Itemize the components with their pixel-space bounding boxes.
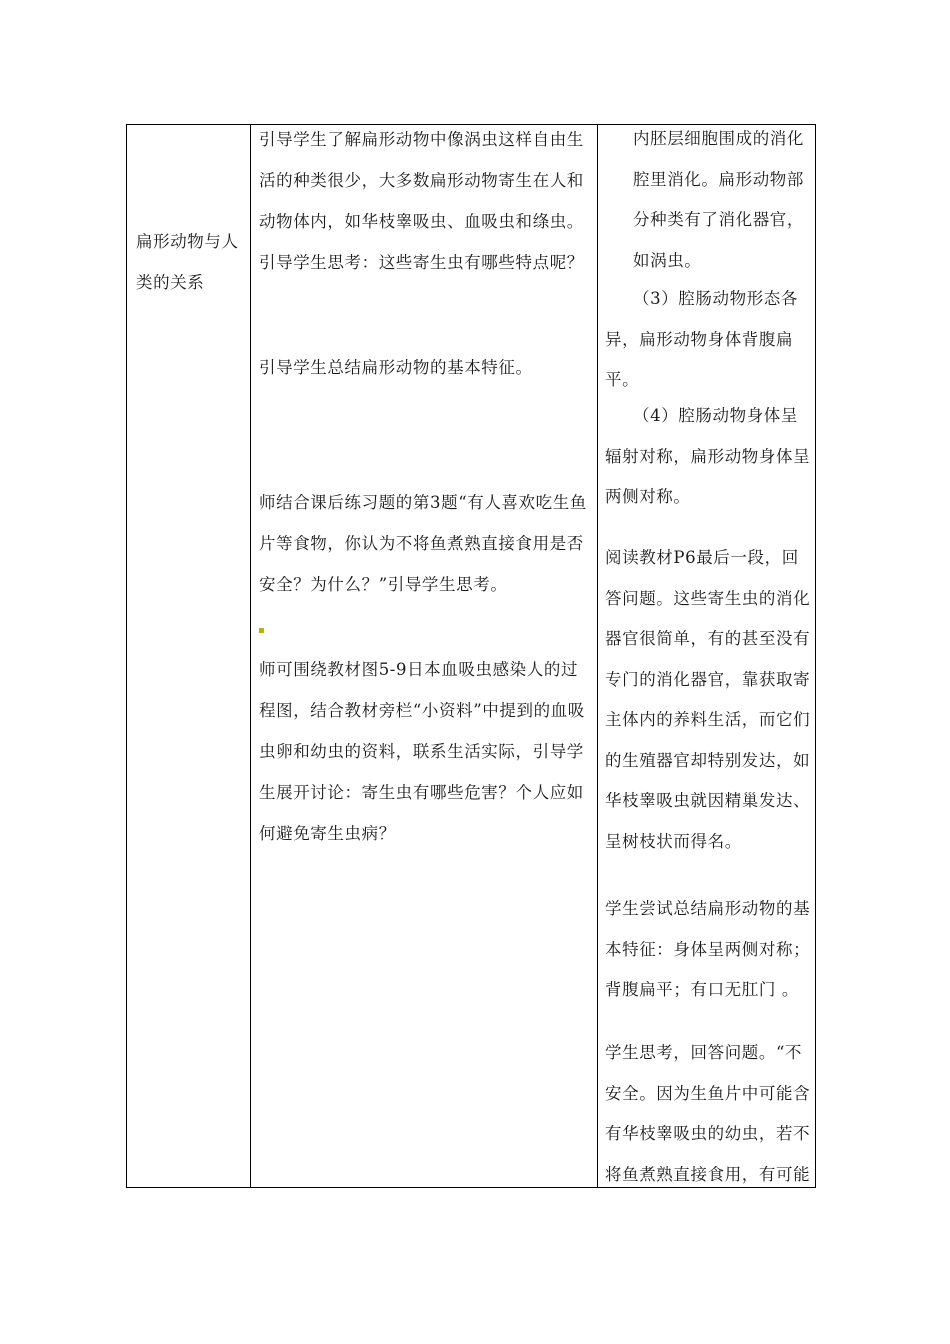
student-activity-paragraph-1: 内胚层细胞围成的消化腔里消化。扁形动物部分种类有了消化器官，如涡虫。 [633, 129, 804, 270]
lesson-table [126, 124, 816, 1188]
topic-cell: 扁形动物与人类的关系 [136, 232, 239, 292]
student-activity-paragraph-4: 阅读教材P6最后一段，回答问题。这些寄生虫的消化器官很简单，有的甚至没有专门的消化器官，靠获取寄主体内的养料生活，而它们的生殖器官却特别发达，如华枝睾吸虫就因精巢发达、呈树枝状而得名。 [605, 548, 811, 851]
student-activity-paragraph-5: 学生尝试总结扁形动物的基本特征：身体呈两侧对称；背腹扁平；有口无肛门 。 [605, 899, 811, 999]
student-activity-paragraph-2: （3）腔肠动物形态各异，扁形动物身体背腹扁平。 [605, 289, 798, 389]
teacher-guide-paragraph-2: 引导学生总结扁形动物的基本特征。 [259, 358, 533, 377]
student-activity-paragraph-3: （4）腔肠动物身体呈辐射对称，扁形动物身体呈两侧对称。 [605, 406, 811, 506]
column-divider-1 [250, 125, 251, 1187]
teacher-guide-paragraph-3: 师结合课后练习题的第3题“有人喜欢吃生鱼片等食物，你认为不将鱼煮熟直接食用是否安全？为什么？”引导学生思考。 [259, 493, 587, 594]
teacher-guide-paragraph-4: 师可围绕教材图5-9日本血吸虫感染人的过程图，结合教材旁栏“小资料”中提到的血吸虫卵和幼虫的资料，联系生活实际，引导学生展开讨论：寄生虫有哪些危害？个人应如何避免寄生虫病？ [259, 660, 585, 843]
student-activity-paragraph-6: 学生思考，回答问题。“不安全。因为生鱼片中可能含有华枝睾吸虫的幼虫，若不将鱼煮熟直接食用，有可能 [605, 1043, 811, 1184]
column-divider-2 [597, 125, 598, 1187]
ink-mark: ▪ [258, 625, 265, 636]
teacher-guide-paragraph-1: 引导学生了解扁形动物中像涡虫这样自由生活的种类很少，大多数扁形动物寄生在人和动物体内，如华枝睾吸虫、血吸虫和绦虫。引导学生思考：这些寄生虫有哪些特点呢？ [259, 130, 584, 272]
